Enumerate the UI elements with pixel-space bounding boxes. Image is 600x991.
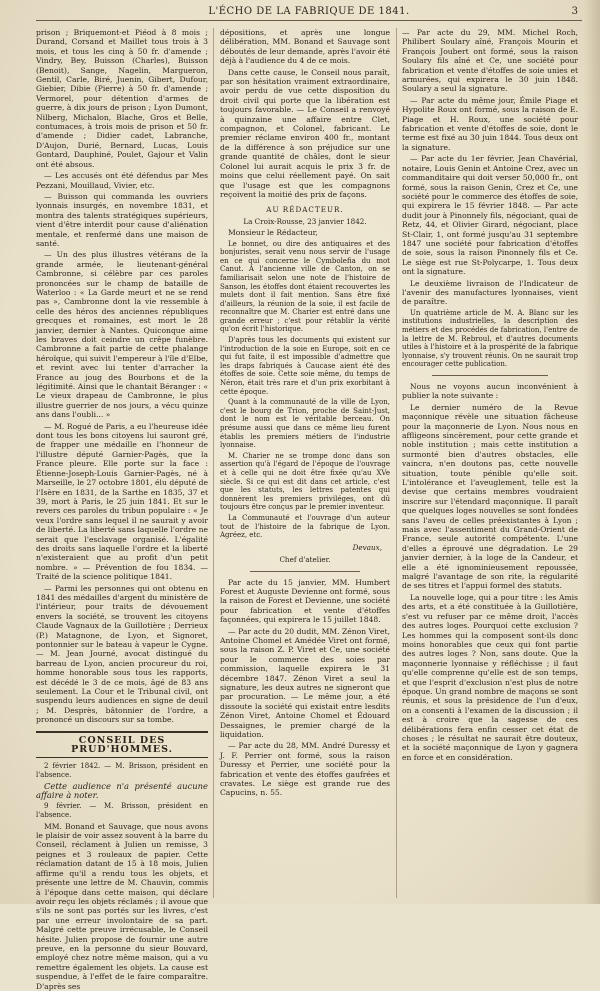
paragraph: Un quatrième article de M. A. Blanc sur les institutions industrielles, la description des métiers et des procédés de fabrication, l'entre de la lettre de M. Rebroul, et d'autres documents utiles à l'histoire et à la prospérité de la fabrique lyonnaise, s'y trouvent réunis. On ne saurait trop encourager cette publication.: [402, 308, 578, 369]
letter-heading: AU RÉDACTEUR.: [266, 205, 344, 215]
paragraph: — Par acte du 20 dudit, MM. Zénon Viret, Antoine Chomel et Amédée Viret ont formé, sous la raison Z. P. Viret et Ce, une société pour le commerce des soies par commission, laquelle expirera le 31 décembre 1847. Zénon Viret a seul la signature, les deux autres ne signeront que par procuration. — Le même jour, a été dissoute la société qui existait entre lesdits Zénon Viret, Antoine Chomel et Édouard Dessaignes, le premier chargé de la liquidation.: [220, 626, 390, 740]
paragraph: Quant à la communauté de la ville de Lyon, c'est le bourg de Trion, proche de Saint-Just, dont le nom est le véritable berceau. On présume aussi que dans ce même lieu furent établis les premiers métiers de l'industrie lyonnaise.: [220, 398, 390, 450]
divider: [250, 571, 360, 572]
paragraph: — M. Rogué de Paris, a eu l'heureuse idée dont tous les bons citoyens lui sauront gré, de frapper une médaille en l'honneur de l'illustre député Garnier-Pagès, que la France pleure. Elle porte sur la face : Étienne-Joseph-Louis Garnier-Pagès, né à Marseille, le 27 octobre 1801, élu député de l'Isère en 1831, de la Sarthe en 1835, 37 et 39, mort à Paris, le 25 juin 1841. Et sur le revers ces paroles du tribun populaire : « Je veux l'ordre sans lequel il ne saurait y avoir de liberté. La liberté sans laquelle l'ordre ne serait que l'esclavage organisé. L'égalité des droits sans laquelle l'ordre et la liberté n'existeraient que au profit d'un petit nombre. » — Prévention de fou 1834. — Traité de la science politique 1841.: [36, 421, 208, 582]
paragraph: Nous ne voyons aucun inconvénient à publier la note suivante :: [402, 381, 578, 401]
paragraph: — Buisson qui commanda les ouvriers lyonnais insurgés, en novembre 1831, et montra des talents stratégiques supérieurs, vient d'être interdit pour cause d'aliénation mentale, et renfermé dans une maison de santé.: [36, 191, 208, 248]
paragraph: M. Charier ne se trompe donc dans son assertion qu'à l'égard de l'époque de l'ouvrage et à celle qui ne doit être fixée qu'au XVe siècle. Si ce qui est dit dans cet article, c'est que les statuts, les lettres patentes qui donnèrent les premiers priviléges, ont dû toujours être conçus par le premier inventeur.: [220, 451, 390, 512]
salutation: Monsieur le Rédacteur,: [228, 228, 318, 238]
page-number: 3: [571, 6, 578, 17]
paragraph: — Par acte du 29, MM. Michel Roch, Philibert Soulary aîné, François Mourin et François Joubert ont formé, sous la raison Soulary fils aîné et Ce, une société pour fabrication et vente d'étoffes de soie unies et armurées, qui expirera le 30 juin 1848. Soulary a seul la signature.: [402, 28, 578, 94]
letter-dateline: La Croix-Rousse, 23 janvier 1842.: [243, 216, 367, 226]
paragraph: D'après tous les documents qui existent sur l'introduction de la soie en Europe, soit en ce qui fut faite, il est impossible d'admettre que les draps fabriqués à Caucase aient été des étoffes de soie. Cette soie même, du temps de Néron, était très rare et d'un prix exorbitant à cette époque.: [220, 336, 390, 396]
paragraph: — Un des plus illustres vétérans de la grande armée, le lieutenant-général Cambronne, si célèbre par ces paroles prononcées sur le champ de bataille de Waterloo : « La Garde meurt et ne se rend pas », Cambronne dont la vie ressemble à celle des héros des anciennes républiques grecques et romaines, est mort le 28 janvier, dernier à Nantes. Quiconque aime les braves doit ceindre un crêpe funèbre. Cambronne a fait partie de cette phalange héroïque, qui suivit l'empereur à l'île d'Elbe, et revint avec lui tenter d'arracher la France au joug des Bourbons et de la légitimité. Ainsi que le chantait Béranger : « Le vieux drapeau de Cambronne, le plus illustre guerrier de nos jours, a vécu quinze ans dans l'oubli... »: [36, 250, 208, 420]
handwritten-note: Cette audience n'a présenté aucune affaire à noter.: [36, 780, 208, 801]
session-line: 9 février. — M. Brisson, président en l'absence.: [36, 802, 208, 820]
paragraph: dépositions, et après une longue délibération, MM. Bonand et Sauvage sont déboutés de leur demande, après l'avoir été déjà à l'audience du 4 de ce mois.: [220, 28, 390, 66]
page-header: [36, 4, 582, 21]
paragraph: Le deuxième livraison de l'Indicateur de l'avenir des manufactures lyonnaises, vient de paraître.: [402, 278, 578, 307]
paragraph: — Par acte du 1er février, Jean Chavérial, notaire, Louis Genin et Antoine Crez, avec un commanditaire qui doit verser 50,000 fr., ont formé, sous la raison Genin, Crez et Ce, une société pour le commerce des étoffes de soie, qui expirera le 15 février 1848. — Par acte dudit jour à Pinonnely fils, négociant, quai de Retz, 44, et Olivier Girard, négociant, place St-Clair, 1, ont formé jusqu'au 31 septembre 1847 une société pour fabrication d'étoffes de soie, sous la raison Pinonnely fils et Ce. Le siège est rue St-Polycarpe, 1. Tous deux ont la signature.: [402, 154, 578, 277]
paragraph: — Par acte du 28, MM. André Duressy et J. F. Perrier ont formé, sous la raison Duressy et Perrier, une société pour la fabrication et vente des étoffes gaufrées et cravates. Le siège est grande rue des Capucins, n. 55.: [220, 741, 390, 798]
masthead-title: L'ÉCHO DE LA FABRIQUE DE 1841.: [208, 6, 410, 17]
paragraph: MM. Bonand et Sauvage, que nous avons le plaisir de voir assez souvent à la barre du Conseil, réclament à Julien un remisse, 3 peignes et 3 rouleaux de papier. Cette réclamation datant de 15 à 18 mois, Julien affirme qu'il a rendu tous les objets, et présente une lettre de M. Chauvin, commis à l'époque dans cette maison, qui déclare avoir reçu les objets réclamés ; il avoue que s'ils ne sont pas portés sur les livres, c'est par une erreur involontaire de sa part. Malgré cette preuve irrécusable, le Conseil hésite. Julien propose de fournir une autre preuve, en la personne du sieur Bouvard, employé chez notre même maison, qui a vu remettre également les objets. La cause est suspendue, à l'effet de le faire comparaître. D'après ses: [36, 821, 208, 991]
paragraph: — Parmi les personnes qui ont obtenu en 1841 des médailles d'argent du ministère de l'intérieur, pour traits de dévouement envers la société, se trouvent les citoyens Claude Vagnaux de la Guillotière ; Derrieux (P.) Matagnone, de Lyon, et Signoret, pontonnier sur le bateau à vapeur le Cygne. — M. Jean Journé, avocat distingué du barreau de Lyon, ancien procureur du roi, homme honorable sous tous les rapports, est décédé le 3 de ce mois, âgé de 83 ans seulement. La Cour et le Tribunal civil, ont suspendu leurs audiences en signe de deuil ; M. Desprès, bâtonnier de l'ordre, a prononcé un discours sur sa tombe.: [36, 583, 208, 725]
column-rule: [396, 28, 397, 898]
paragraph: — Par acte du même jour, Émile Piage et Hypolite Roux ont formé, sous la raison de E. Piage et H. Roux, une société pour fabrication et vente d'étoffes de soie, dont le terme est fixé au 30 juin 1844. Tous deux ont la signature.: [402, 95, 578, 152]
session-line: 2 février 1842. — M. Brisson, président en l'absence.: [36, 762, 208, 780]
column-left: [36, 28, 208, 991]
paragraph: prison ; Briquemont-et Piéod à 8 mois ; Durand, Corsand et Maillet tous trois à 3 mois, et tous les cinq à 50 fr. d'amende ; Vindry, Bey, Buisson (Charles), Buisson (Benoit), Sange, Nagelin, Margueron, Gentil, Carle, Biré, Juenin, Gibert, Dufour, Giebier, Dibie (Pierre) à 50 fr. d'amende ; Vermorel, pour détention d'armes de guerre, à dix jours de prison ; Lyon Dumont, Nilberg, Michalon, Blache, Gros et Belle, contumaces, à trois mois de prison et 50 fr. d'amende ; Didier cadet, Labranche, D'Aujon, Durié, Bernard, Lucas, Louis Gontard, Dauphiné, Poulet, Gajour et Valin ont été absous.: [36, 28, 208, 169]
column-middle: [220, 28, 390, 900]
column-rule: [213, 28, 214, 898]
page-edge-shadow: [584, 0, 600, 904]
divider: [432, 375, 548, 376]
column-right: [402, 28, 578, 900]
paragraph: Le bonnet, ou dire des antiquaires et des bonjuristes, serait venu nous servir de l'usage en ce qui concerne le Cymbolefia du mot Canut. A l'ancienne ville de Canton, on se familiarisait selon une note de l'histoire de Sanson, les étoffes dont étaient recouvertes les mulets dont il fait mention. Sans être fixé d'ailleurs, la réunion de la soie, il est facile de reconnaître que M. Charier est entré dans une grande erreur ; c'est pour rétablir la vérité qu'on écrit l'historique.: [220, 239, 390, 334]
paragraph: — Les accusés ont été défendus par Mes Pezzani, Mouillaud, Vivier, etc.: [36, 171, 208, 190]
paragraph: La Communauté et l'ouvrage d'un auteur tout de l'histoire de la fabrique de Lyon. Agréez, etc.: [220, 513, 390, 540]
paragraph: La nouvelle loge, qui a pour titre : les Amis des arts, et a été constituée à la Guillotière, s'est vu refuser par ce même droit, l'accès des autres loges. Pourquoi cette exclusion ? Les hommes qui la composent sont-ils donc moins honorables que ceux qui font partie des autres loges ? Non, sans doute. Que la maçonnerie lyonnaise y réfléchisse ; il faut qu'elle comprenne qu'elle est de son temps, et que l'esprit d'exclusion n'est plus de notre époque. Un grand nombre de maçons se sont réunis, et sous la présidence de l'un d'eux, on a consenti à l'examen de la discussion ; il est à croire que la sagesse de ces délibérations fera enfin cesser cet état de choses ; le résultat ne saurait être douteux, et la société maçonnique de Lyon y gagnera en force et en considération.: [402, 592, 578, 762]
signature-title: Chef d'atelier.: [279, 555, 331, 565]
paragraph: Par acte du 15 janvier, MM. Humbert Forest et Auguste Devienne ont formé, sous la raison de Forest et Devienne, une société pour fabrication et vente d'étoffes façonnées, qui expirera le 15 juillet 1848.: [220, 577, 390, 625]
section-heading: CONSEIL DES PRUD'HOMMES.: [36, 731, 208, 759]
paragraph: Dans cette cause, le Conseil nous paraît, par son hésitation vraiment extraordinaire, avoir perdu de vue cette disposition du droit civil qui porte que la libération est toujours favorable. — Le Conseil a renvoyé à quinzaine une affaire entre Clet, compagnon, et Colonel, fabricant. Le premier réclame environ 400 fr., montant de la différence à son préjudice sur une grande quantité de châles, dont le sieur Colonel lui aurait acquis le prix 3 fr. de moins que celui réellement payé. On sait que l'usage est que les compagnons reçoivent la moitié des prix de façons.: [220, 67, 390, 199]
paragraph: Le dernier numéro de la Revue maçonnique révèle une situation fâcheuse pour la maçonnerie de Lyon. Nous nous en affligeons sincèrement, pour cette grande et noble institution ; mais cette institution a surmonté bien d'autres obstacles, elle vaincra, n'en doutons pas, cette nouvelle situation, toute pénible qu'elle soit. L'intolérance et l'aveuglement, telle est la devise que certains membres voudraient inscrire sur l'étendard maçonnique. Il paraît que quelques loges nouvelles se sont fondées sans l'aveu de celles préexistantes à Lyon ; mais avec l'assentiment du Grand-Orient de France, seule autorité compétente. L'une d'elles a éprouvé une dégradation. Le 29 janvier dernier, à la loge de la Candeur, et elle a été ignominieusement repoussée, malgré l'avantage de son rite, la régularité de ses titres et l'appui formel des statuts.: [402, 402, 578, 591]
signature: Devaux,: [352, 542, 382, 552]
